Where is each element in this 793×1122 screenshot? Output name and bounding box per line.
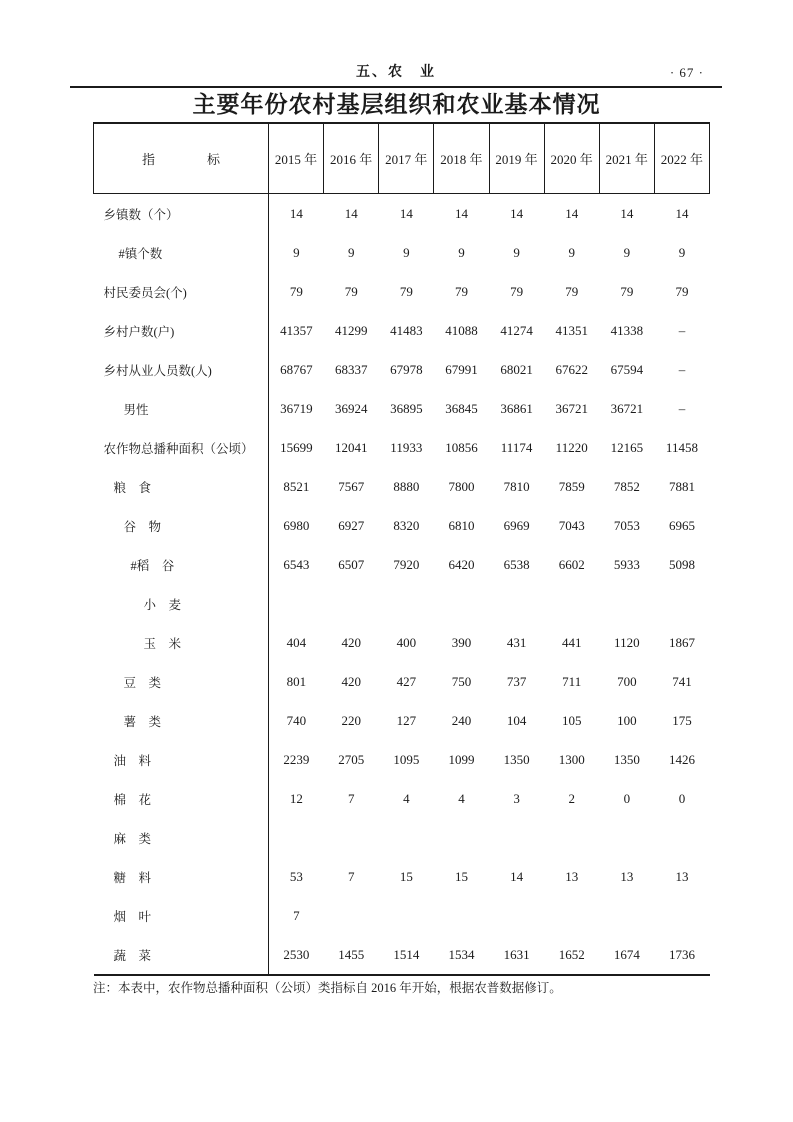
cell-value: 14 bbox=[399, 205, 413, 221]
row-label: 麻 类 bbox=[94, 818, 269, 857]
cell-value: 127 bbox=[396, 712, 417, 728]
cell-value: 105 bbox=[561, 712, 582, 728]
cell-value: 7800 bbox=[448, 478, 475, 494]
cell-value: 1099 bbox=[448, 751, 475, 767]
cell-value: 14 bbox=[565, 205, 579, 221]
row-label: 油 料 bbox=[94, 740, 269, 779]
cell-value: 6927 bbox=[338, 517, 365, 533]
cell-value: 68021 bbox=[500, 361, 533, 377]
cell-value: 2705 bbox=[338, 751, 365, 767]
cell-value: – bbox=[678, 400, 686, 416]
cell-value bbox=[269, 584, 324, 623]
stub-header: 指 标 bbox=[94, 123, 269, 194]
cell-value: 1120 bbox=[614, 634, 640, 650]
cell-value: 12165 bbox=[610, 439, 644, 455]
cell-value: 11933 bbox=[390, 439, 423, 455]
table-note: 注：本表中，农作物总播种面积（公顷）类指标自 2016 年开始，根据农普数据修订。 bbox=[93, 981, 562, 995]
cell-value: 2239 bbox=[283, 751, 310, 767]
cell-value bbox=[489, 896, 544, 935]
cell-value: – bbox=[678, 322, 686, 338]
year-column-header: 2017 年 bbox=[379, 123, 434, 194]
cell-value: 220 bbox=[341, 712, 361, 728]
cell-value bbox=[324, 584, 379, 623]
row-label: 粮 食 bbox=[94, 467, 269, 506]
cell-value: 711 bbox=[562, 673, 582, 689]
cell-value: 1736 bbox=[668, 946, 695, 962]
cell-value: 9 bbox=[678, 244, 686, 260]
cell-value: 13 bbox=[675, 868, 689, 884]
cell-value bbox=[544, 818, 599, 857]
cell-value: 11220 bbox=[555, 439, 588, 455]
cell-value: 7 bbox=[347, 868, 355, 884]
cell-value: 9 bbox=[458, 244, 465, 260]
cell-value bbox=[654, 896, 709, 935]
cell-value: 700 bbox=[617, 673, 637, 689]
cell-value: 741 bbox=[672, 673, 692, 689]
cell-value: 7 bbox=[293, 907, 300, 923]
cell-value bbox=[489, 818, 544, 857]
cell-value: 14 bbox=[289, 205, 303, 221]
table-header-row bbox=[94, 123, 710, 194]
table-row bbox=[94, 584, 710, 623]
cell-value: 79 bbox=[675, 283, 689, 299]
cell-value: 2530 bbox=[283, 946, 310, 962]
cell-value: 36861 bbox=[500, 400, 533, 416]
cell-value: 104 bbox=[506, 712, 527, 728]
row-label: 烟 叶 bbox=[94, 896, 269, 935]
cell-value: 67622 bbox=[555, 361, 588, 377]
row-label: 村民委员会(个) bbox=[94, 272, 269, 311]
row-label: 乡村从业人员数(人) bbox=[94, 350, 269, 389]
cell-value: 15 bbox=[454, 868, 468, 884]
cell-value: 6965 bbox=[668, 517, 695, 533]
table-row bbox=[94, 935, 710, 975]
cell-value: 801 bbox=[286, 673, 307, 689]
cell-value: 79 bbox=[454, 283, 468, 299]
cell-value: 1300 bbox=[558, 751, 585, 767]
cell-value: 36924 bbox=[334, 400, 368, 416]
cell-value: 41088 bbox=[445, 322, 478, 338]
cell-value: 175 bbox=[672, 712, 692, 728]
chapter-title: 五、农 业 bbox=[356, 65, 436, 80]
cell-value: 6810 bbox=[448, 517, 475, 533]
cell-value bbox=[599, 896, 654, 935]
table-row bbox=[94, 350, 710, 389]
cell-value: 6969 bbox=[503, 517, 530, 533]
cell-value bbox=[379, 584, 434, 623]
cell-value: 7920 bbox=[393, 556, 420, 572]
cell-value: 6420 bbox=[448, 556, 475, 572]
cell-value: 1095 bbox=[393, 751, 420, 767]
table-row bbox=[94, 506, 710, 545]
cell-value: 5933 bbox=[613, 556, 640, 572]
cell-value bbox=[489, 584, 544, 623]
cell-value: 10856 bbox=[445, 439, 478, 455]
cell-value: 9 bbox=[293, 244, 300, 260]
table-row bbox=[94, 272, 710, 311]
cell-value: 11174 bbox=[500, 439, 533, 455]
cell-value: 390 bbox=[451, 634, 472, 650]
cell-value: 6507 bbox=[338, 556, 365, 572]
cell-value: 7 bbox=[347, 790, 355, 806]
table-row bbox=[94, 194, 710, 234]
table-row bbox=[94, 740, 710, 779]
cell-value: 41338 bbox=[610, 322, 644, 338]
cell-value: 67978 bbox=[390, 361, 423, 377]
year-column-header: 2018 年 bbox=[434, 123, 489, 194]
cell-value bbox=[434, 896, 489, 935]
cell-value: – bbox=[678, 361, 686, 377]
cell-value: 36721 bbox=[610, 400, 644, 416]
cell-value: 41299 bbox=[334, 322, 368, 338]
cell-value: 441 bbox=[561, 634, 582, 650]
row-label: 薯 类 bbox=[94, 701, 269, 740]
row-label: #镇个数 bbox=[94, 233, 269, 272]
cell-value bbox=[599, 584, 654, 623]
cell-value: 79 bbox=[565, 283, 579, 299]
cell-value: 13 bbox=[620, 868, 634, 884]
table-row bbox=[94, 662, 710, 701]
cell-value: 36895 bbox=[390, 400, 423, 416]
cell-value: 15699 bbox=[280, 439, 313, 455]
year-column-header: 2015 年 bbox=[269, 123, 324, 194]
cell-value: 6538 bbox=[503, 556, 530, 572]
cell-value: 9 bbox=[623, 244, 631, 260]
page-number: · 67 · bbox=[669, 65, 704, 80]
cell-value: 7859 bbox=[558, 478, 585, 494]
cell-value: 7881 bbox=[668, 478, 695, 494]
cell-value: 68767 bbox=[280, 361, 313, 377]
cell-value: 6543 bbox=[283, 556, 310, 572]
cell-value: 6602 bbox=[558, 556, 585, 572]
cell-value: 6980 bbox=[283, 517, 310, 533]
cell-value: 8521 bbox=[283, 478, 310, 494]
table-row bbox=[94, 857, 710, 896]
table-row bbox=[94, 701, 710, 740]
cell-value: 7053 bbox=[613, 517, 640, 533]
year-column-header: 2016 年 bbox=[324, 123, 379, 194]
row-label: 谷 物 bbox=[94, 506, 269, 545]
year-column-header: 2019 年 bbox=[489, 123, 544, 194]
cell-value: 36845 bbox=[445, 400, 478, 416]
cell-value: 8880 bbox=[393, 478, 420, 494]
row-label: 糖 料 bbox=[94, 857, 269, 896]
cell-value: 41357 bbox=[280, 322, 313, 338]
cell-value: 8320 bbox=[393, 517, 420, 533]
table-row bbox=[94, 896, 710, 935]
row-label: 小 麦 bbox=[94, 584, 269, 623]
cell-value: 1514 bbox=[393, 946, 420, 962]
cell-value bbox=[544, 584, 599, 623]
cell-value: 1350 bbox=[613, 751, 640, 767]
cell-value: 1350 bbox=[503, 751, 530, 767]
cell-value: 100 bbox=[617, 712, 637, 728]
row-label: 豆 类 bbox=[94, 662, 269, 701]
cell-value: 9 bbox=[403, 244, 410, 260]
table-row bbox=[94, 779, 710, 818]
cell-value: 427 bbox=[396, 673, 417, 689]
cell-value: 79 bbox=[344, 283, 358, 299]
cell-value: 14 bbox=[620, 205, 634, 221]
cell-value bbox=[599, 818, 654, 857]
cell-value: 737 bbox=[506, 673, 527, 689]
cell-value: 7567 bbox=[338, 478, 365, 494]
statistics-table bbox=[93, 122, 710, 976]
cell-value: 7043 bbox=[558, 517, 585, 533]
cell-value bbox=[379, 896, 434, 935]
table-row bbox=[94, 545, 710, 584]
cell-value: 3 bbox=[513, 790, 520, 806]
table-row bbox=[94, 311, 710, 350]
table-row bbox=[94, 389, 710, 428]
running-head bbox=[70, 58, 722, 88]
table-row bbox=[94, 233, 710, 272]
year-column-header: 2021 年 bbox=[599, 123, 654, 194]
cell-value: 1674 bbox=[613, 946, 640, 962]
cell-value bbox=[434, 818, 489, 857]
cell-value: 9 bbox=[347, 244, 355, 260]
row-label: 蔬 菜 bbox=[94, 935, 269, 975]
cell-value: 14 bbox=[510, 205, 524, 221]
row-label: 乡村户数(户) bbox=[94, 311, 269, 350]
cell-value: 14 bbox=[675, 205, 689, 221]
cell-value: 240 bbox=[451, 712, 472, 728]
cell-value: 1426 bbox=[668, 751, 695, 767]
cell-value bbox=[654, 818, 709, 857]
cell-value: 67991 bbox=[445, 361, 478, 377]
table-row bbox=[94, 428, 710, 467]
cell-value: 7810 bbox=[503, 478, 530, 494]
cell-value: 13 bbox=[565, 868, 579, 884]
cell-value: 79 bbox=[510, 283, 524, 299]
cell-value: 431 bbox=[506, 634, 527, 650]
cell-value: 1652 bbox=[558, 946, 585, 962]
cell-value: 79 bbox=[289, 283, 303, 299]
row-label: 乡镇数（个） bbox=[94, 194, 269, 234]
cell-value: 15 bbox=[399, 868, 413, 884]
cell-value: 9 bbox=[513, 244, 520, 260]
cell-value: 67594 bbox=[610, 361, 644, 377]
cell-value bbox=[654, 584, 709, 623]
row-label: 农作物总播种面积（公顷） bbox=[94, 428, 269, 467]
cell-value: 0 bbox=[678, 790, 686, 806]
cell-value: 1867 bbox=[668, 634, 695, 650]
table-row bbox=[94, 467, 710, 506]
row-label: 棉 花 bbox=[94, 779, 269, 818]
cell-value: 400 bbox=[396, 634, 417, 650]
cell-value: 740 bbox=[286, 712, 307, 728]
table-row bbox=[94, 818, 710, 857]
cell-value: 1534 bbox=[448, 946, 475, 962]
cell-value: 1455 bbox=[338, 946, 365, 962]
year-column-header: 2022 年 bbox=[654, 123, 709, 194]
cell-value: 53 bbox=[289, 868, 303, 884]
cell-value: 420 bbox=[341, 673, 361, 689]
cell-value: 79 bbox=[399, 283, 413, 299]
cell-value: 14 bbox=[454, 205, 468, 221]
cell-value: 7852 bbox=[613, 478, 640, 494]
cell-value: 11458 bbox=[665, 439, 698, 455]
cell-value: 12 bbox=[289, 790, 303, 806]
table-title: 主要年份农村基层组织和农业基本情况 bbox=[192, 92, 601, 117]
cell-value: 0 bbox=[623, 790, 631, 806]
cell-value: 68337 bbox=[334, 361, 368, 377]
cell-value: 41483 bbox=[390, 322, 423, 338]
cell-value bbox=[324, 818, 379, 857]
cell-value bbox=[324, 896, 379, 935]
cell-value: 420 bbox=[341, 634, 361, 650]
cell-value: 2 bbox=[568, 790, 575, 806]
row-label: 玉 米 bbox=[94, 623, 269, 662]
cell-value bbox=[269, 818, 324, 857]
cell-value bbox=[434, 584, 489, 623]
cell-value: 14 bbox=[510, 868, 524, 884]
cell-value: 41351 bbox=[555, 322, 588, 338]
cell-value: 9 bbox=[568, 244, 575, 260]
table-row bbox=[94, 623, 710, 662]
cell-value: 36719 bbox=[280, 400, 313, 416]
cell-value: 5098 bbox=[668, 556, 695, 572]
year-column-header: 2020 年 bbox=[544, 123, 599, 194]
cell-value: 36721 bbox=[555, 400, 588, 416]
cell-value bbox=[544, 896, 599, 935]
cell-value: 1631 bbox=[503, 946, 530, 962]
cell-value: 404 bbox=[286, 634, 307, 650]
cell-value: 4 bbox=[458, 790, 465, 806]
cell-value: 750 bbox=[451, 673, 472, 689]
row-label: 男性 bbox=[94, 389, 269, 428]
cell-value: 4 bbox=[403, 790, 410, 806]
cell-value: 12041 bbox=[334, 439, 368, 455]
row-label: #稻 谷 bbox=[94, 545, 269, 584]
cell-value: 41274 bbox=[500, 322, 533, 338]
cell-value: 79 bbox=[620, 283, 634, 299]
cell-value: 14 bbox=[344, 205, 358, 221]
cell-value bbox=[379, 818, 434, 857]
